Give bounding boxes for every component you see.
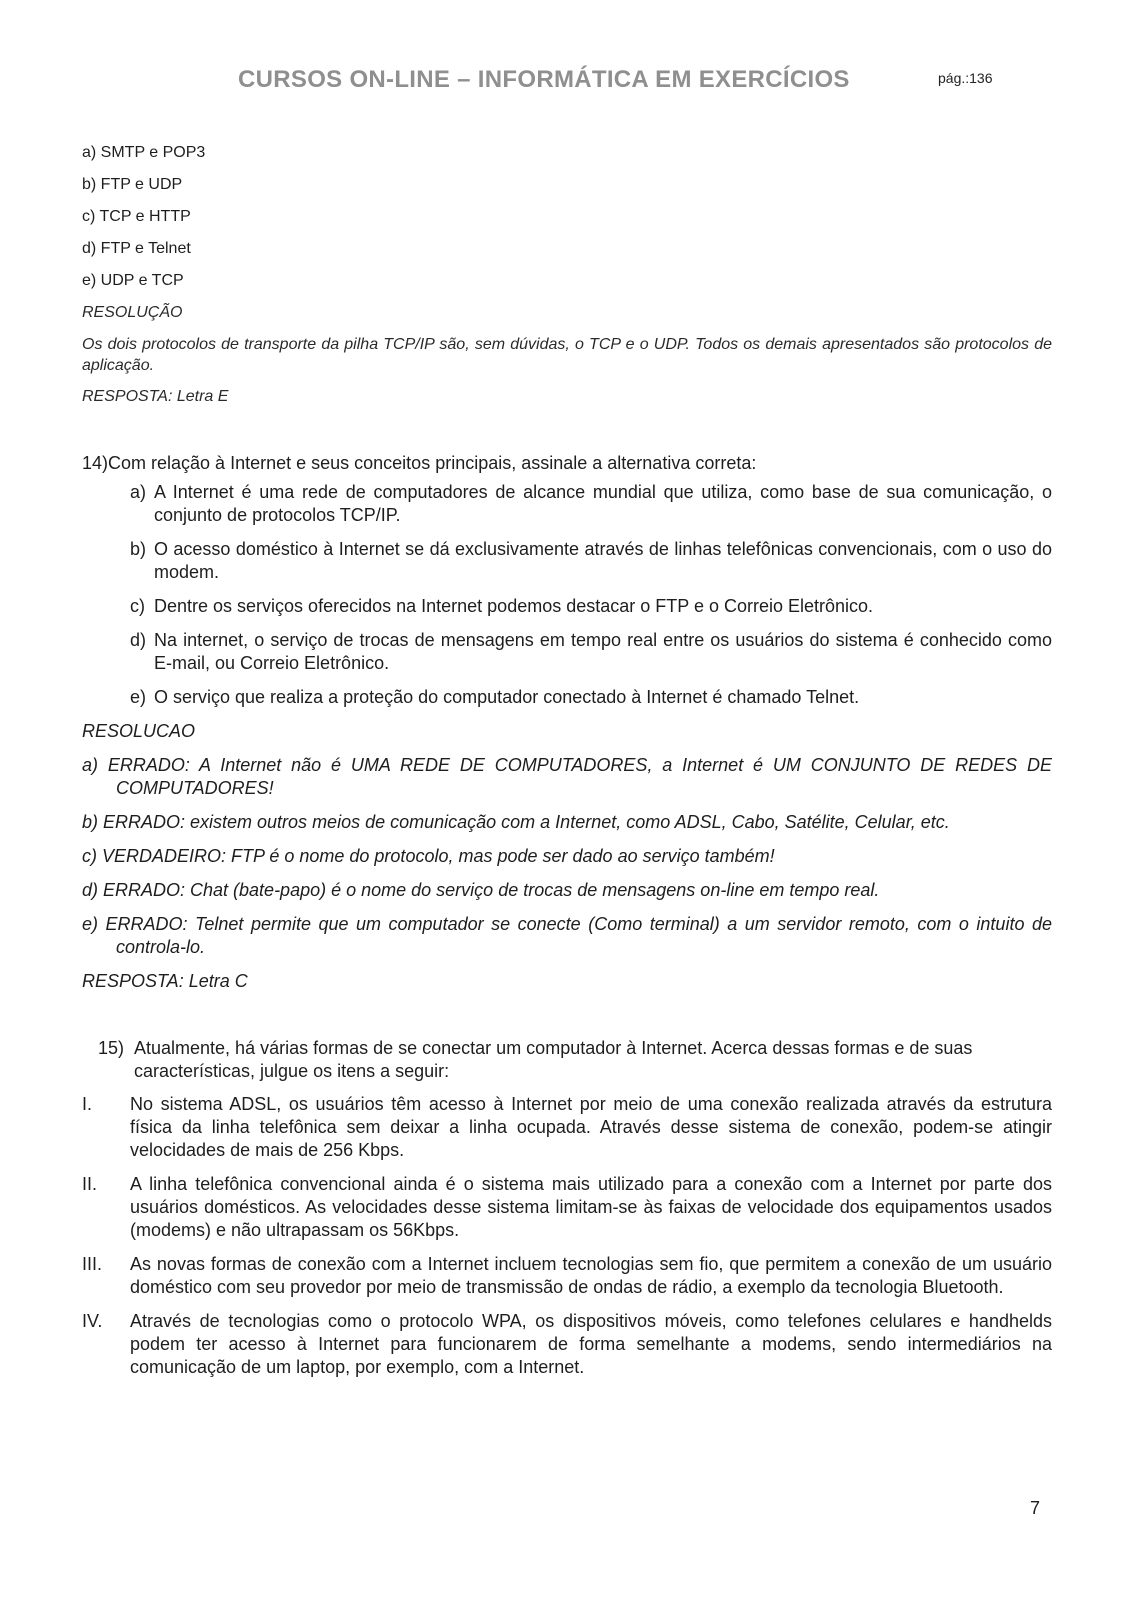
alt-letter: e) [130,687,147,707]
alt-text: A Internet é uma rede de computadores de alcance mundial que utiliza, como base de sua comunicação, o conjunto de protocolos TCP/IP. [154,482,1052,525]
q13-resolution-label: RESOLUÇÃO [82,304,183,321]
q15-item-ii [82,1173,1052,1242]
q14-alternative-b [82,538,1052,584]
q14-resolution-c: c) VERDADEIRO: FTP é o nome do protocolo, mas pode ser dado ao serviço também! [82,846,775,866]
q13-option-c: c) TCP e HTTP [82,208,191,225]
header-page-ref: pág.:136 [938,70,993,86]
alt-letter: c) [130,596,145,616]
q14-alternative-a [82,481,1052,527]
item-text: A linha telefônica convencional ainda é o sistema mais utilizado para a conexão com a Internet por parte dos usuários domésticos. As velocidades desse sistema limitam-se às faixas de velocidade dos equipamentos usados (modems) e não ultrapassam os 56Kbps. [130,1174,1052,1240]
alt-text: Na internet, o serviço de trocas de mensagens em tempo real entre os usuários do sistema é conhecido como E-mail, ou Correio Eletrônico. [154,630,1052,673]
q14-resolution-a: a) ERRADO: A Internet não é UMA REDE DE COMPUTADORES, a Internet é UM CONJUNTO DE REDES DE COMPUTADORES! [82,755,1052,798]
q14-number: 14) [82,453,109,473]
alt-letter: d) [130,630,147,650]
q13-resolution-text: Os dois protocolos de transporte da pilha TCP/IP são, sem dúvidas, o TCP e o UDP. Todos os demais apresentados são protocolos de aplicação. [82,336,1052,374]
alt-text: Dentre os serviços oferecidos na Internet podemos destacar o FTP e o Correio Eletrônico. [154,596,874,616]
q13-option-b: b) FTP e UDP [82,176,183,193]
q14-title-text: Com relação à Internet e seus conceitos principais, assinale a alternativa correta: [108,453,757,473]
q14-alternative-c [82,595,1052,618]
q14-alternative-d [82,629,1052,675]
alt-text: O serviço que realiza a proteção do computador conectado à Internet é chamado Telnet. [154,687,860,707]
alt-letter: a) [130,482,147,502]
q15-title [82,1037,1052,1083]
alt-letter: b) [130,539,147,559]
item-text: As novas formas de conexão com a Internet incluem tecnologias sem fio, que permitem a conexão de um usuário doméstico com seu provedor por meio de transmissão de ondas de rádio, a exemplo da tecnologia Bluetooth. [130,1254,1052,1297]
item-text: Através de tecnologias como o protocolo WPA, os dispositivos móveis, como telefones celulares e handhelds podem ter acesso à Internet para funcionarem de forma semelhante a modems, sendo intermediários na comunicação de um laptop, por exemplo, com a Internet. [130,1311,1052,1377]
q14-title [82,451,1052,475]
q14-resolution-b: b) ERRADO: existem outros meios de comunicação com a Internet, como ADSL, Cabo, Satélite, Celular, etc. [82,812,950,832]
q13-option-e: e) UDP e TCP [82,272,184,289]
item-number: III. [82,1254,103,1274]
alt-text: O acesso doméstico à Internet se dá exclusivamente através de linhas telefônicas convencionais, com o uso do modem. [154,539,1052,582]
q15-item-iii [82,1253,1052,1299]
item-number: IV. [82,1311,103,1331]
q14-resolution-label: RESOLUCAO [82,721,196,741]
item-text: No sistema ADSL, os usuários têm acesso à Internet por meio de uma conexão realizada através da estrutura física da linha telefônica sem deixar a linha ocupada. Através desse sistema de conexão, podem-se atingir velocidades de mais de 256 Kbps. [130,1094,1052,1160]
q13-option-a: a) SMTP e POP3 [82,144,206,161]
page-number: 7 [1030,1498,1041,1518]
q14-resolution-e: e) ERRADO: Telnet permite que um computador se conecte (Como terminal) a um servidor remoto, com o intuito de controla-lo. [82,914,1052,957]
item-number: II. [82,1174,98,1194]
q14-alternative-e [82,686,1052,709]
q13-answer: RESPOSTA: Letra E [82,388,229,405]
q15-number: 15) [98,1038,125,1058]
q14-answer: RESPOSTA: Letra C [82,971,248,991]
q15-title-text: Atualmente, há várias formas de se conectar um computador à Internet. Acerca dessas formas e de suas características, julgue os itens a seguir: [134,1038,973,1081]
q15-item-i [82,1093,1052,1162]
q15-item-iv [82,1310,1052,1379]
header-title: CURSOS ON-LINE – INFORMÁTICA EM EXERCÍCIOS [238,66,850,93]
q14-alternatives [82,481,1052,709]
page-content [82,142,1052,1390]
q15-items [82,1093,1052,1379]
q14-resolution-d: d) ERRADO: Chat (bate-papo) é o nome do serviço de trocas de mensagens on-line em tempo real. [82,880,880,900]
q13-option-d: d) FTP e Telnet [82,240,191,257]
item-number: I. [82,1094,93,1114]
